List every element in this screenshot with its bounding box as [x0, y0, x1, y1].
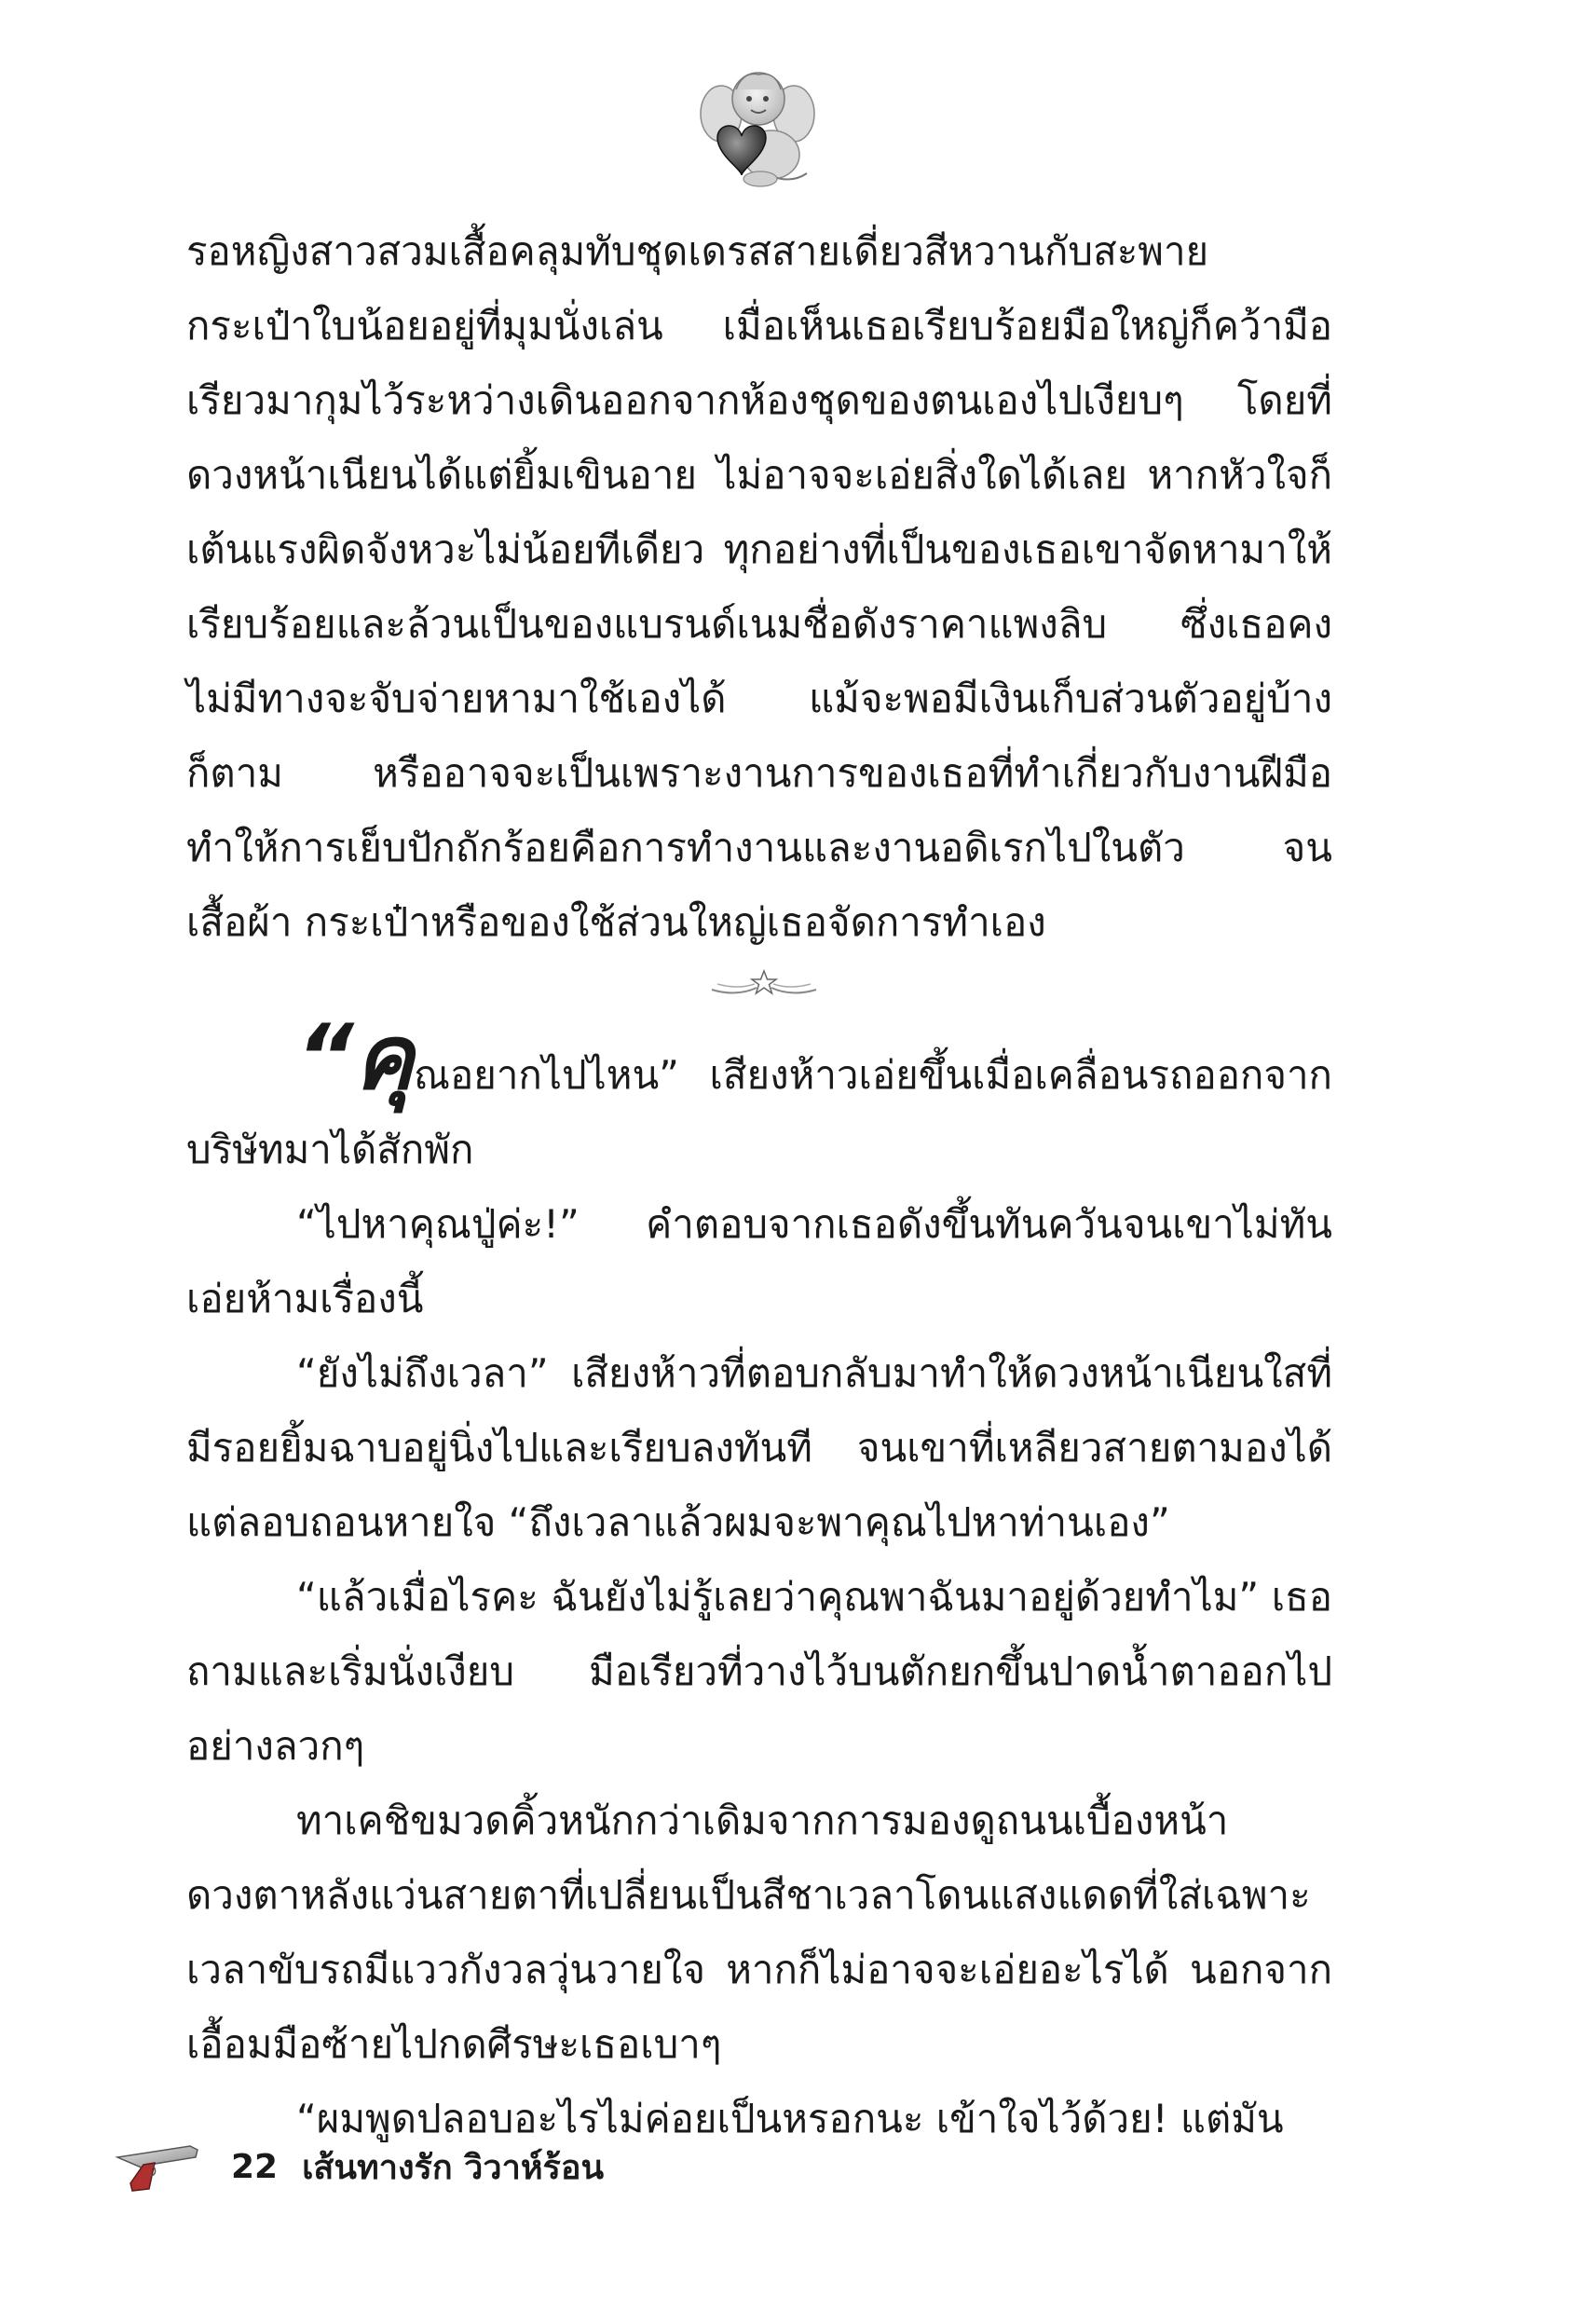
paragraph: “แล้วเมื่อไรคะ ฉันยังไม่รู้เลยว่าคุณพาฉันมาอยู่ด้วยทำไม” เธอถามและเริ่มนั่งเงียบ มือเรียวที่วางไว้บนตักยกขึ้นปาดน้ำตาออกไปอย่างลวกๆ — [186, 1574, 1332, 1769]
star-flourish-icon — [708, 969, 820, 1003]
drop-cap: “คุ — [296, 1005, 415, 1110]
paragraph: “ไปหาคุณปู่ค่ะ!” คำตอบจากเธอดังขึ้นทันควันจนเขาไม่ทันเอ่ยห้ามเรื่องนี้ — [186, 1201, 1332, 1321]
page-number: 22 — [231, 2147, 279, 2186]
pistol-icon — [112, 2140, 201, 2193]
paragraph: “ผมพูดปลอบอะไรไม่ค่อยเป็นหรอกนะ เข้าใจไว้ด้วย! แต่มัน — [296, 2096, 1284, 2141]
paragraph-text: ณอยากไปไหน” เสียงห้าวเอ่ยขึ้นเมื่อเคลื่อนรถออกจากบริษัทมาได้สักพัก — [186, 1052, 1332, 1172]
paragraph: รอหญิงสาวสวมเสื้อคลุมทับชุดเดรสสายเดี่ยวสีหวานกับสะพายกระเป๋าใบน้อยอยู่ที่มุมนั่งเล่น เมื่อเห็นเธอเรียบร้อยมือใหญ่ก็คว้ามือเรียวมากุมไว้ระหว่างเดินออกจากห้องชุดของตนเองไปเงียบๆ โดยที่ดวงหน้าเนียนได้แต่ยิ้มเขินอาย ไม่อาจจะเอ่ยสิ่งใดได้เลย หากหัวใจก็เต้นแรงผิดจังหวะไม่น้อยทีเดียว ทุกอย่างที่เป็นของเธอเขาจัดหามาให้เรียบร้อยและล้วนเป็นของแบรนด์เนมชื่อดังราคาแพงลิบ ซึ่งเธอคงไม่มีทางจะจับจ่ายหามาใช้เองได้ แม้จะพอมีเงินเก็บส่วนตัวอยู่บ้างก็ตาม หรืออาจจะเป็นเพราะงานการของเธอที่ทำเกี่ยวกับงานฝีมือ ทำให้การเย็บปักถักร้อยคือการทำงานและงานอดิเรกไปในตัว จนเสื้อผ้า กระเป๋าหรือของใช้ส่วนใหญ่เธอจัดการทำเอง — [186, 228, 1332, 945]
book-title: เส้นทางรัก วิวาห์ร้อน — [302, 2148, 605, 2187]
text-block-bottom — [186, 1005, 1332, 2156]
paragraph: ทาเคชิขมวดคิ้วหนักกว่าเดิมจากการมองดูถนนเบื้องหน้า ดวงตาหลังแว่นสายตาที่เปลี่ยนเป็นสีชาเวลาโดนแสงแดดที่ใส่เฉพาะเวลาขับรถมีแววกังวลวุ่นวายใจ หากก็ไม่อาจจะเอ่ยอะไรได้ นอกจากเอื้อมมือซ้ายไปกดศีรษะเธอเบาๆ — [186, 1798, 1332, 2067]
opening-paragraph — [186, 1005, 1332, 1187]
cupid-heart-icon — [697, 65, 816, 188]
text-block-top — [186, 214, 1332, 960]
page-footer — [112, 2134, 604, 2199]
paragraph: “ยังไม่ถึงเวลา” เสียงห้าวที่ตอบกลับมาทำให้ดวงหน้าเนียนใสที่มีรอยยิ้มฉาบอยู่นิ่งไปและเรียบลงทันที จนเขาที่เหลียวสายตามองได้แต่ลอบถอนหายใจ “ถึงเวลาแล้วผมจะพาคุณไปหาท่านเอง” — [186, 1350, 1332, 1545]
